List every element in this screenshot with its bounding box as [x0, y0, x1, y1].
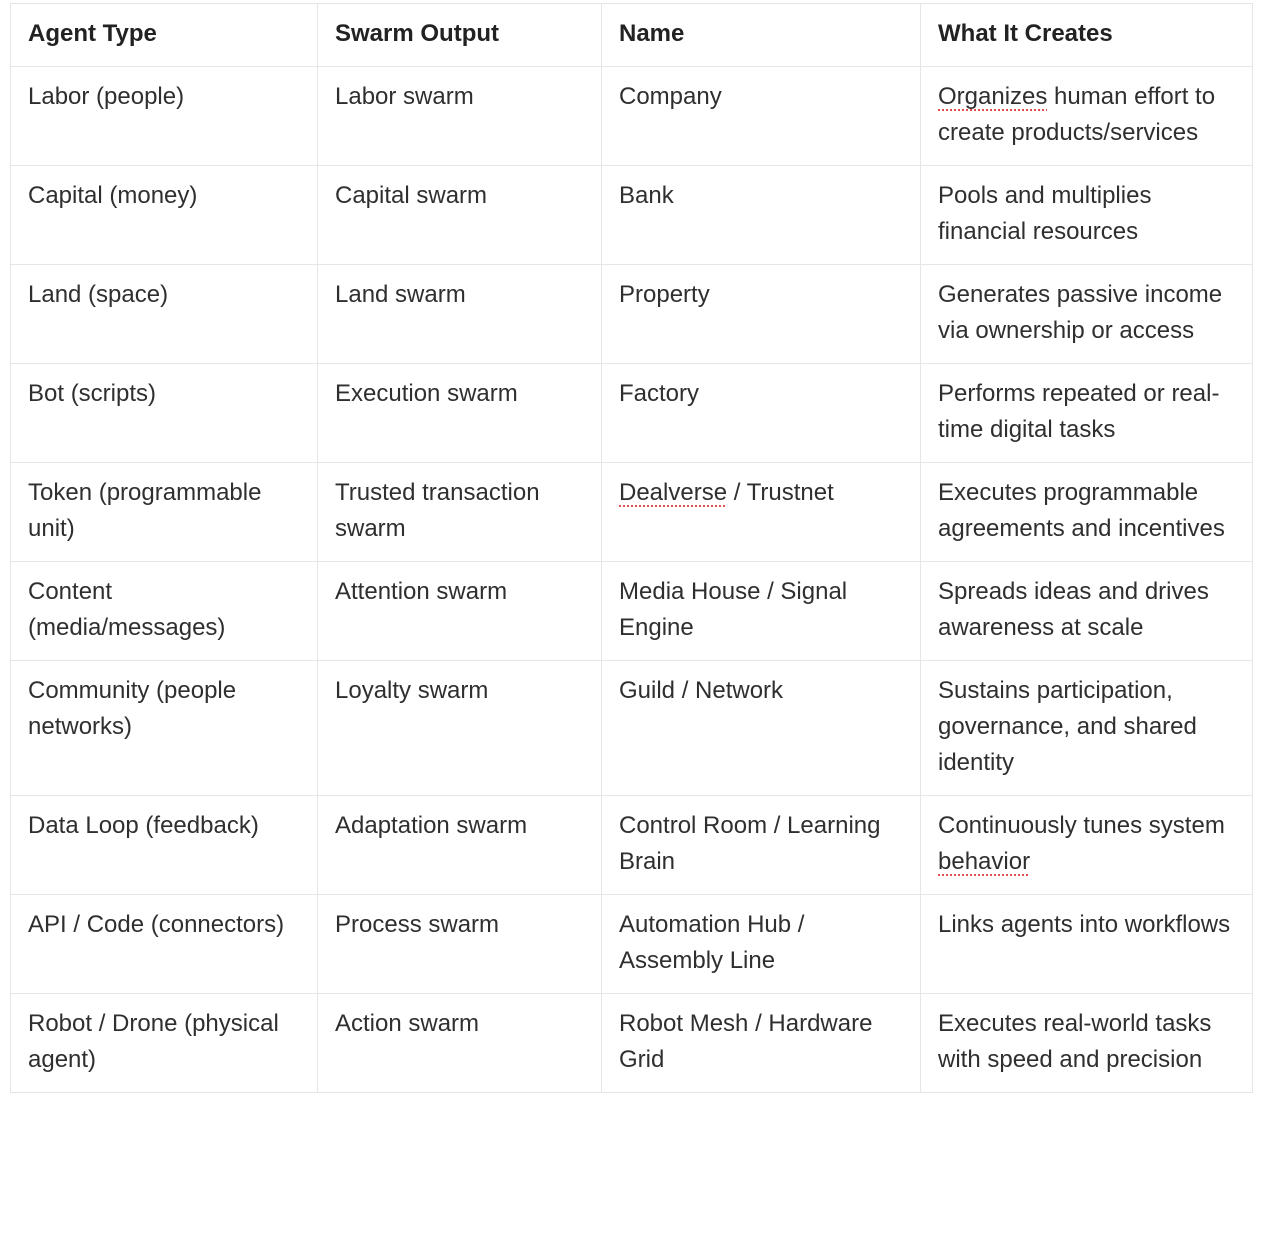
cell-swarm-output: Action swarm	[318, 994, 602, 1093]
cell-swarm-output: Capital swarm	[318, 166, 602, 265]
cell-what-it-creates: Performs repeated or real-time digital tasks	[921, 364, 1253, 463]
cell-agent-type: Content (media/messages)	[11, 562, 318, 661]
cell-what-it-creates: Sustains participation, governance, and shared identity	[921, 661, 1253, 796]
cell-text: human effort to create products/services	[938, 83, 1216, 146]
cell-name: Control Room / Learning Brain	[602, 796, 921, 895]
cell-what-it-creates[interactable]	[921, 67, 1253, 166]
cell-agent-type: API / Code (connectors)	[11, 895, 318, 994]
table-row	[11, 166, 1253, 265]
cell-swarm-output: Land swarm	[318, 265, 602, 364]
header-name: Name	[602, 4, 921, 67]
cell-swarm-output: Execution swarm	[318, 364, 602, 463]
cell-what-it-creates: Links agents into workflows	[921, 895, 1253, 994]
cell-swarm-output: Attention swarm	[318, 562, 602, 661]
header-swarm-output: Swarm Output	[318, 4, 602, 67]
table-row	[11, 994, 1253, 1093]
header-what-it-creates: What It Creates	[921, 4, 1253, 67]
cell-name: Bank	[602, 166, 921, 265]
table-header-row	[11, 4, 1253, 67]
cell-text: / Trustnet	[727, 479, 834, 506]
cell-name[interactable]	[602, 463, 921, 562]
agent-swarm-table	[10, 3, 1253, 1093]
cell-what-it-creates[interactable]	[921, 796, 1253, 895]
table-row	[11, 895, 1253, 994]
cell-agent-type: Community (people networks)	[11, 661, 318, 796]
table-row	[11, 661, 1253, 796]
cell-swarm-output: Labor swarm	[318, 67, 602, 166]
cell-swarm-output: Trusted transaction swarm	[318, 463, 602, 562]
spellcheck-flagged-word[interactable]: Dealverse	[619, 479, 728, 506]
table-row	[11, 364, 1253, 463]
table-row	[11, 796, 1253, 895]
cell-what-it-creates: Spreads ideas and drives awareness at scale	[921, 562, 1253, 661]
table-row	[11, 463, 1253, 562]
header-agent-type: Agent Type	[11, 4, 318, 67]
cell-agent-type: Capital (money)	[11, 166, 318, 265]
agent-swarm-table-container	[10, 3, 1252, 1093]
cell-what-it-creates: Pools and multiplies financial resources	[921, 166, 1253, 265]
cell-swarm-output: Loyalty swarm	[318, 661, 602, 796]
cell-what-it-creates: Executes real-world tasks with speed and precision	[921, 994, 1253, 1093]
table-row	[11, 562, 1253, 661]
cell-agent-type: Bot (scripts)	[11, 364, 318, 463]
cell-what-it-creates: Generates passive income via ownership or access	[921, 265, 1253, 364]
cell-agent-type: Labor (people)	[11, 67, 318, 166]
cell-agent-type: Data Loop (feedback)	[11, 796, 318, 895]
cell-what-it-creates: Executes programmable agreements and incentives	[921, 463, 1253, 562]
cell-name: Property	[602, 265, 921, 364]
cell-name: Company	[602, 67, 921, 166]
cell-swarm-output: Adaptation swarm	[318, 796, 602, 895]
cell-name: Media House / Signal Engine	[602, 562, 921, 661]
cell-agent-type: Land (space)	[11, 265, 318, 364]
cell-text: Continuously tunes system	[938, 812, 1225, 839]
spellcheck-flagged-word[interactable]: Organizes	[938, 83, 1048, 110]
table-row	[11, 67, 1253, 166]
cell-swarm-output: Process swarm	[318, 895, 602, 994]
cell-agent-type: Token (programmable unit)	[11, 463, 318, 562]
cell-agent-type: Robot / Drone (physical agent)	[11, 994, 318, 1093]
cell-name: Automation Hub / Assembly Line	[602, 895, 921, 994]
cell-name: Guild / Network	[602, 661, 921, 796]
spellcheck-flagged-word[interactable]: behavior	[938, 848, 1031, 875]
cell-name: Robot Mesh / Hardware Grid	[602, 994, 921, 1093]
cell-name: Factory	[602, 364, 921, 463]
table-row	[11, 265, 1253, 364]
